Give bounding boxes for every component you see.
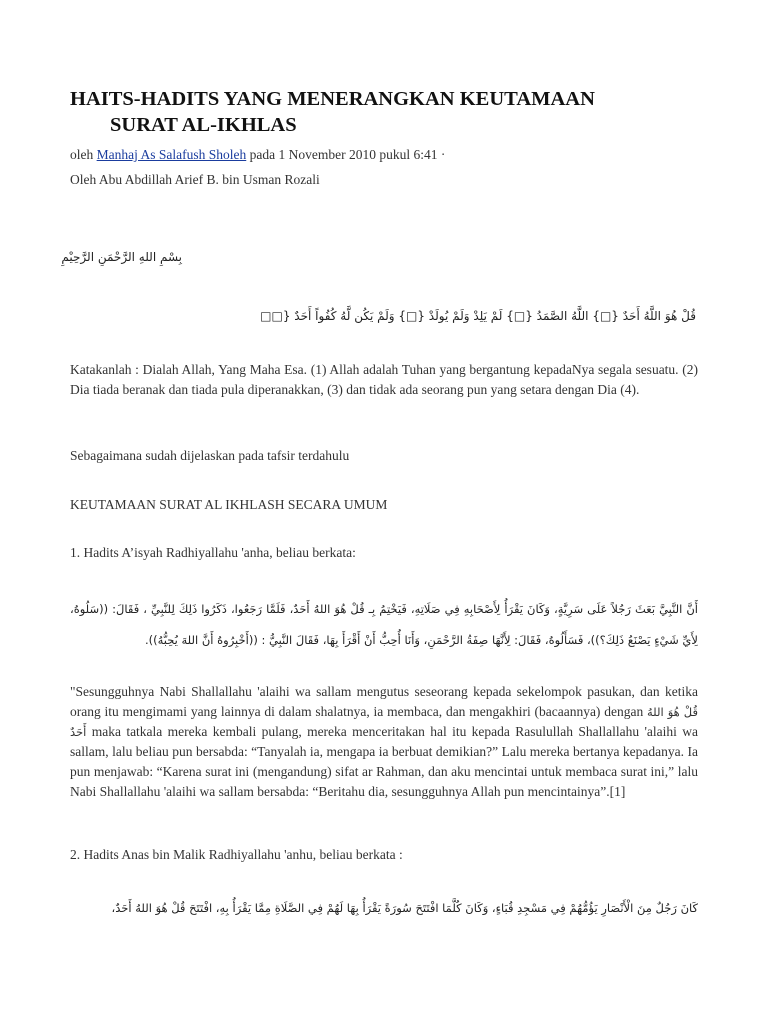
article-title (70, 86, 710, 138)
surah-ikhlas-text: قُلْ هُوَ اللَّهُ أَحَدٌ {□} اللَّهُ الصَّمَدُ {□} لَمْ يَلِدْ وَلَمْ يُولَدْ {□} وَلَمْ يَكُن لَّهُ كُفُواً أَحَدٌ { (282, 309, 696, 323)
hadith2-arabic: كَانَ رَجُلٌ مِنَ الْأَنْصَارِ يَؤُمُّهُمْ فِي مَسْجِدِ قُبَاءٍ، وَكَانَ كُلَّمَا افْتَتَحَ سُورَةً يَقْرَأُ بِهَا لَهُمْ فِي الصَّلَاةِ مِمَّا يَقْرَأُ بِهِ، افْتَتَحَ قُلْ هُوَ اللهُ أَحَدٌ، (111, 901, 698, 915)
hadith1-translation-arabic: قُلْ هُوَ اللهُ أَحَدٌ (70, 705, 698, 739)
surah-ikhlas-arabic (260, 309, 696, 323)
section-heading: KEUTAMAAN SURAT AL IKHLASH SECARA UMUM (70, 497, 388, 512)
author-link[interactable]: Manhaj As Salafush Sholeh (96, 147, 247, 162)
hadith1-translation-part1: "Sesungguhnya Nabi Shallallahu 'alaihi wa sallam mengutus seseorang kepada sekelompok pasukan, dan ketika orang itu mengimami yang lainnya di dalam shalatnya, ia membaca, dan mengakhiri (bacaannya) dengan (70, 684, 698, 719)
post-meta (70, 147, 445, 163)
title-line-1: HAITS-HADITS YANG MENERANGKAN KEUTAMAAN (70, 88, 595, 110)
hadith1-translation-part2: maka tatkala mereka kembali pulang, mereka menceritakan hal itu kepada Rasulullah Shallallahu 'alaihi wa sallam, lalu beliau pun bersabda: “Tanyalah ia, mengapa ia berbuat demikian?” Lalu mereka bertanya kepadanya. Ia pun menjawab: “Karena surat ini (mengandung) sifat ar Rahman, dan aku mencintai untuk membaca surat ini,” lalu Nabi Shallallahu 'alaihi wa sallam bersabda: “Beritahu dia, sesungguhnya Allah pun mencintainya”.[1] (70, 724, 698, 799)
intro-text: Sebagaimana sudah dijelaskan pada tafsir terdahulu (70, 448, 350, 463)
title-line-2: SURAT AL-IKHLAS (110, 114, 297, 136)
missing-glyph-boxes: □□ (260, 309, 283, 323)
hadith1-translation (70, 682, 698, 802)
meta-date: pada 1 November 2010 pukul 6:41 · (249, 147, 446, 162)
byline: Oleh Abu Abdillah Arief B. bin Usman Rozali (70, 172, 320, 187)
bismillah-arabic: بِسْمِ اللهِ الرَّحْمَنِ الرَّحِيْمِ (61, 250, 182, 264)
hadith1-heading: 1. Hadits A’isyah Radhiyallahu 'anha, beliau berkata: (70, 545, 356, 560)
meta-prefix: oleh (70, 147, 94, 162)
surah-translation: Katakanlah : Dialah Allah, Yang Maha Esa. (1) Allah adalah Tuhan yang bergantung kepadaNya segala sesuatu. (2) Dia tiada beranak dan tiada pula diperanakkan, (3) dan tidak ada seorang pun yang setara dengan Dia (4). (70, 362, 698, 397)
hadith2-heading: 2. Hadits Anas bin Malik Radhiyallahu 'anhu, beliau berkata : (70, 847, 403, 862)
hadith1-arabic: أَنَّ النَّبِيَّ بَعَثَ رَجُلاً عَلَى سَرِيَّةٍ، وَكَانَ يَقْرَأُ لِأَصْحَابِهِ فِي صَلَاتِهِ، فَيَخْتِمُ بِـ قُلْ هُوَ اللهُ أَحَدٌ، فَلَمَّا رَجَعُوا، ذَكَرُوا ذَلِكَ لِلنَّبِيِّ ، فَقَالَ: ((سَلُوهُ، لِأَيِّ شَيْءٍ يَصْنَعُ ذَلِكَ؟))، فَسَأَلُوهُ، فَقَالَ: لِأَنَّهَا صِفَةُ الرَّحْمَنِ، وَأَنَا أُحِبُّ أَنْ أَقْرَأَ بِهَا، فَقَالَ النَّبِيُّ : ((أَخْبِرُوهُ أَنَّ اللهَ يُحِبُّهُ)). (70, 602, 698, 647)
